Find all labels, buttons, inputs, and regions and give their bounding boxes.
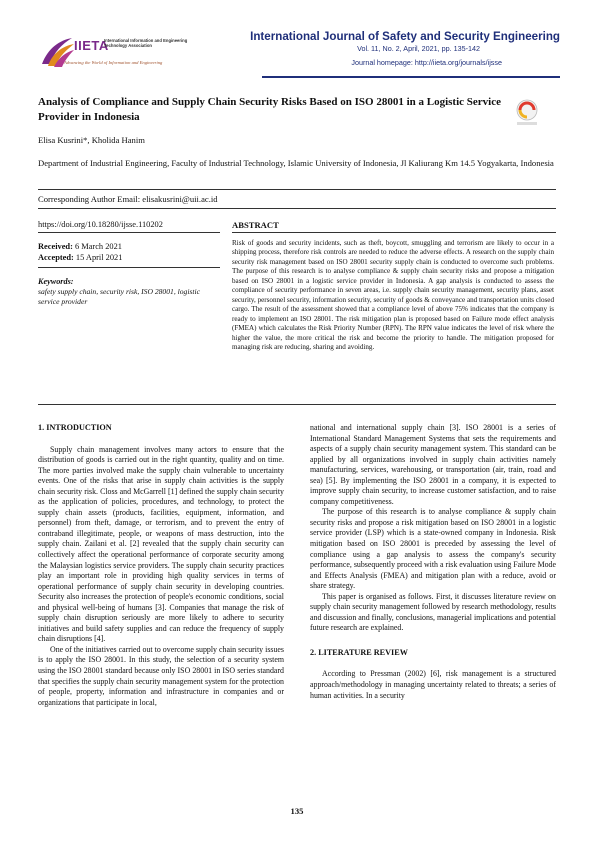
iieta-logo (38, 34, 208, 74)
corresponding-author: Corresponding Author Email: elisakusrini@uii.ac.id (38, 194, 218, 204)
accepted-date: 15 April 2021 (75, 253, 123, 262)
volume-info: Vol. 11, No. 2, April, 2021, pp. 135-142 (357, 44, 480, 53)
journal-name: International Journal of Safety and Security Engineering (250, 30, 560, 43)
iieta-logo-icon (38, 34, 76, 72)
journal-header (38, 28, 560, 74)
paragraph: national and international supply chain [3]. ISO 28001 is a series of International Standard Management Systems that sets the requirements and aspects of a supply chain security management system. This standard can be applied by all organizations involved in supply chain activities namely manufacturing, services, warehousing, or transportation (air, train, road and sea) [5]. By implementing the ISO 28001 in a company, it is expected to improve supply chain security, to increase customer satisfaction, and to raise company competitiveness. (310, 423, 556, 506)
body-column-left (38, 423, 284, 708)
logo-subtitle: International Information and Engineering Technology Association (104, 38, 188, 48)
received-line (38, 242, 122, 251)
article-title: Analysis of Compliance and Supply Chain Security Risks Based on ISO 28001 in a Logistic Service Provider in Indonesia (38, 96, 501, 123)
section-heading-introduction: 1. INTRODUCTION (38, 423, 112, 432)
section-heading-literature-review: 2. LITERATURE REVIEW (310, 647, 408, 657)
keywords: safety supply chain, security risk, ISO 28001, logistic service provider (38, 287, 200, 306)
logo-name: IIETA (74, 38, 109, 53)
abstract-text: Risk of goods and security incidents, such as theft, boycott, smuggling and terrorism are likely to occur in a shipping process, therefore risk controls are needed to reduce the adverse effects. A research on the supply chain security risk management based on ISO 28001 security supply chain is conducted to overcome such problems. The purpose of this research is to analyse compliance & supply chain security risks and propose a mitigation based on ISO 28001 in a logistic service provider in Indonesia. A gap analysis is conducted to assess the compliance of security performance in seven areas, i.e. supply chain security management, security plans, asset security, personnel security, information security, security of goods & conveyance and transportation units closed cargo. The result of the assessment showed that a compliance level of above 75% indicates that the company is ready to implement an ISO 28001. The risk mitigation plan is proposed based on Failure mode effect analysis (FMEA) which calculates the Risk Priority Number (RPN). The RPN value indicates the level of risk where the higher the value, the more critical the risk and become the priority to handle. The mitigation proposed for managing risk are reducing, sharing and avoiding. (232, 239, 554, 351)
affiliation: Department of Industrial Engineering, Faculty of Industrial Technology, Islamic University of Indonesia, Jl Kaliurang Km 14.5 Yogyakarta, Indonesia (38, 158, 554, 168)
divider-top (38, 189, 556, 190)
doi-link[interactable]: https://doi.org/10.18280/ijsse.110202 (38, 220, 163, 229)
abstract-heading: ABSTRACT (232, 220, 279, 230)
logo-tagline: Advancing the World of Information and Engineering (64, 60, 163, 65)
authors: Elisa Kusrini*, Kholida Hanim (38, 135, 145, 145)
divider-abstract (232, 232, 556, 233)
paragraph: This paper is organised as follows. First, it discusses literature review on supply chain security management followed by research methodology, results and discussion and finally, conclusions, managerial implications and potential future research are explained. (310, 591, 556, 633)
divider-bottom (38, 404, 556, 405)
page-number: 135 (290, 806, 304, 816)
divider-dates (38, 267, 220, 268)
journal-homepage-link[interactable]: Journal homepage: http://iieta.org/journals/ijsse (351, 58, 502, 67)
paragraph: One of the initiatives carried out to overcome supply chain security issues is to apply the ISO 28001. In this study, the selection of a security system using the ISO 28001 standard because only ISO 28001 in ISO series standard that specifies the supply chain security management system for the protection of people, property, information and infrastructure in companies and or organizations that participate in local, (38, 644, 284, 707)
accepted-line (38, 253, 122, 262)
paragraph: The purpose of this research is to analyse compliance & supply chain security risks and propose a risk mitigation based on ISO 28001 in a logistic service provider (LSP) which is a state-owned company in Indonesia. Risk mitigation based on ISO 28001 is preceded by assessing the level of compliance using a gap analysis to assess the company's security performance, subsequently proceed with a risk evaluation using Failure Mode and Effects Analysis (FMEA) and mitigation plan with a reduce, avoid or share strategy. (310, 507, 556, 591)
journal-info (226, 28, 560, 74)
divider-doi (38, 232, 220, 233)
body-column-right (310, 423, 556, 701)
keywords-label: Keywords: (38, 277, 74, 286)
received-date: 6 March 2021 (74, 242, 122, 251)
divider-mid (38, 208, 556, 209)
paragraph: Supply chain management involves many actors to ensure that the distribution of goods is carried out in the right quantity, quality and on time. The more parties involved make the supply chain vulnerable to uncertainty events. One of the risks that arise in supply chain activities is the supply chain security risk. Closs and McGarrell [1] defined the supply chain security as the application of policies, procedures, and technology, to protect the supply chain assets (products, facilities, equipment, information, and personnel) from theft, damage, or terrorism, and to prevent the entry of contraband illegitimate, people, or weapons of mass destruction, into the supply chain. Zailani et al. [2] revealed that the supply chain security can collectively affect the operational performance of corporate security among the Malaysian logistics service providers. The supply chain security practices play an important role in providing high quality services in terms of operational performance of supply chain security in developing countries. Security also increases the protection of people's economic conditions, social and physical well-being of humans [3]. Companies that manage the risk of supply chain disruption seriously are more likely to adhere to security initiatives and build safety supplies and can reduce the frequency of supply chain disruptions [4]. (38, 444, 284, 644)
accepted-label: Accepted: (38, 253, 74, 262)
received-label: Received: (38, 242, 73, 251)
paragraph: According to Pressman (2002) [6], risk management is a structured approach/methodology in managing uncertainty related to threats; a series of human activities. In a security (310, 669, 556, 700)
header-rule (262, 76, 560, 78)
check-for-updates-icon[interactable] (510, 96, 544, 130)
